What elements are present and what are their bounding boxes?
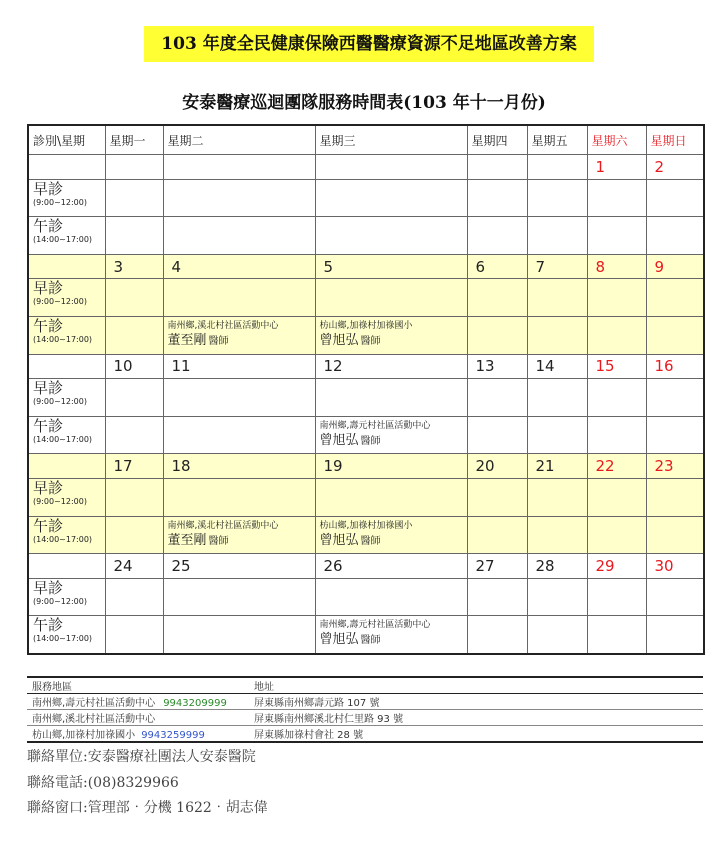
doctor-name: 曾旭弘 bbox=[319, 432, 359, 448]
schedule-cell bbox=[467, 616, 527, 654]
doctor bbox=[320, 632, 467, 649]
schedule-cell bbox=[587, 217, 646, 255]
contact-window: 聯絡窗口:管理部‧分機 1622‧胡志偉 bbox=[27, 800, 268, 816]
schedule-cell bbox=[163, 379, 315, 417]
legend-row bbox=[27, 694, 703, 710]
schedule-cell bbox=[105, 379, 163, 417]
schedule-cell bbox=[315, 616, 467, 654]
slot-time: (14:00~17:00) bbox=[33, 534, 93, 544]
date-cell bbox=[527, 155, 587, 180]
slot-time: (9:00~12:00) bbox=[33, 496, 87, 506]
contact-unit: 聯絡單位:安泰醫療社團法人安泰醫院 bbox=[27, 749, 256, 765]
doctor-title: 醫師 bbox=[360, 335, 381, 347]
schedule-cell bbox=[315, 578, 467, 616]
legend-row bbox=[27, 726, 703, 743]
afternoon-row bbox=[28, 516, 704, 554]
date-cell: 18 bbox=[163, 454, 315, 479]
schedule-cell bbox=[105, 616, 163, 654]
morning-row bbox=[28, 578, 704, 616]
doctor-name: 曾旭弘 bbox=[319, 632, 359, 648]
legend-address: 屏東縣加祿村會社 28 號 bbox=[249, 726, 703, 743]
slot-time: (14:00~17:00) bbox=[33, 235, 93, 245]
schedule-cell bbox=[467, 279, 527, 317]
date-cell: 17 bbox=[105, 454, 163, 479]
clinic-location: 南州鄉,壽元村社區活動中心 bbox=[319, 620, 431, 631]
schedule-cell bbox=[315, 279, 467, 317]
week-date-row bbox=[28, 155, 704, 180]
slot-label bbox=[28, 279, 105, 317]
date-cell bbox=[315, 155, 467, 180]
schedule-cell bbox=[587, 516, 646, 554]
doctor-title: 醫師 bbox=[208, 335, 229, 347]
doctor bbox=[168, 533, 315, 550]
schedule-cell bbox=[527, 316, 587, 354]
schedule-cell bbox=[527, 616, 587, 654]
date-cell: 1 bbox=[587, 155, 646, 180]
schedule-cell bbox=[163, 316, 315, 354]
date-cell: 3 bbox=[105, 254, 163, 279]
schedule-cell bbox=[467, 316, 527, 354]
schedule-cell bbox=[105, 578, 163, 616]
slot-label bbox=[28, 217, 105, 255]
doctor-name: 曾旭弘 bbox=[319, 332, 359, 348]
date-cell: 28 bbox=[527, 554, 587, 579]
schedule-cell bbox=[315, 217, 467, 255]
schedule-cell bbox=[527, 516, 587, 554]
schedule-cell bbox=[163, 279, 315, 317]
date-cell: 6 bbox=[467, 254, 527, 279]
schedule-cell bbox=[105, 478, 163, 516]
schedule-cell bbox=[587, 379, 646, 417]
week-date-row bbox=[28, 554, 704, 579]
schedule-cell bbox=[527, 478, 587, 516]
slot-name: 午診 bbox=[33, 316, 64, 335]
schedule-cell bbox=[163, 179, 315, 217]
schedule-cell bbox=[467, 379, 527, 417]
morning-row bbox=[28, 279, 704, 317]
schedule-cell bbox=[315, 316, 467, 354]
schedule-cell bbox=[163, 516, 315, 554]
slot-label bbox=[28, 179, 105, 217]
doctor bbox=[168, 333, 315, 350]
legend-address: 屏東縣南州鄉壽元路 107 號 bbox=[249, 694, 703, 710]
schedule-cell bbox=[587, 416, 646, 454]
schedule-cell bbox=[315, 478, 467, 516]
doctor-name: 曾旭弘 bbox=[319, 532, 359, 548]
afternoon-row bbox=[28, 316, 704, 354]
date-row-label bbox=[28, 155, 105, 180]
schedule-cell bbox=[646, 217, 704, 255]
slot-name: 早診 bbox=[33, 478, 64, 497]
header-slot-weekday: 診別\星期 bbox=[28, 125, 105, 155]
schedule-cell bbox=[163, 217, 315, 255]
schedule-cell bbox=[467, 516, 527, 554]
schedule-cell bbox=[105, 217, 163, 255]
slot-time: (14:00~17:00) bbox=[33, 334, 93, 344]
slot-time: (9:00~12:00) bbox=[33, 197, 87, 207]
week-date-row bbox=[28, 254, 704, 279]
schedule-cell bbox=[646, 578, 704, 616]
afternoon-row bbox=[28, 616, 704, 654]
schedule-cell bbox=[527, 217, 587, 255]
schedule-table bbox=[27, 124, 705, 655]
doctor-name: 董至剛 bbox=[167, 332, 207, 348]
week-date-row bbox=[28, 354, 704, 379]
slot-label bbox=[28, 379, 105, 417]
schedule-cell bbox=[105, 416, 163, 454]
schedule-cell bbox=[315, 416, 467, 454]
doctor-title: 醫師 bbox=[360, 535, 381, 547]
schedule-cell bbox=[467, 578, 527, 616]
legend-area: 枋山鄉,加祿村加祿國小 bbox=[32, 730, 136, 741]
slot-name: 早診 bbox=[33, 179, 64, 198]
schedule-cell bbox=[467, 478, 527, 516]
legend-area: 南州鄉,溪北村社區活動中心 bbox=[32, 714, 156, 725]
afternoon-row bbox=[28, 217, 704, 255]
schedule-cell bbox=[646, 478, 704, 516]
date-cell: 26 bbox=[315, 554, 467, 579]
clinic-location: 枋山鄉,加祿村加祿國小 bbox=[319, 520, 413, 531]
date-cell: 11 bbox=[163, 354, 315, 379]
legend-row bbox=[27, 710, 703, 726]
clinic-location: 枋山鄉,加祿村加祿國小 bbox=[319, 320, 413, 331]
contact-phone: 聯絡電話:(08)8329966 bbox=[27, 775, 179, 791]
slot-label bbox=[28, 578, 105, 616]
morning-row bbox=[28, 179, 704, 217]
slot-name: 早診 bbox=[33, 379, 64, 398]
legend-area-header: 服務地區 bbox=[27, 677, 249, 694]
date-cell: 8 bbox=[587, 254, 646, 279]
header-day-sun: 星期日 bbox=[646, 125, 704, 155]
schedule-cell bbox=[105, 279, 163, 317]
header-row bbox=[28, 125, 704, 155]
schedule-subtitle: 安泰醫療巡迴團隊服務時間表(103 年十一月份) bbox=[182, 93, 546, 113]
schedule-cell bbox=[527, 578, 587, 616]
date-cell: 12 bbox=[315, 354, 467, 379]
slot-name: 午診 bbox=[33, 516, 64, 535]
date-cell: 21 bbox=[527, 454, 587, 479]
schedule-cell bbox=[467, 416, 527, 454]
schedule-cell bbox=[646, 379, 704, 417]
schedule-cell bbox=[646, 516, 704, 554]
date-cell: 4 bbox=[163, 254, 315, 279]
slot-name: 午診 bbox=[33, 217, 64, 236]
date-cell: 20 bbox=[467, 454, 527, 479]
date-cell: 7 bbox=[527, 254, 587, 279]
date-cell: 19 bbox=[315, 454, 467, 479]
schedule-cell bbox=[587, 279, 646, 317]
schedule-cell bbox=[527, 379, 587, 417]
schedule-cell bbox=[527, 416, 587, 454]
slot-name: 早診 bbox=[33, 578, 64, 597]
date-cell bbox=[105, 155, 163, 180]
date-cell: 22 bbox=[587, 454, 646, 479]
slot-time: (9:00~12:00) bbox=[33, 397, 87, 407]
date-cell: 9 bbox=[646, 254, 704, 279]
date-cell: 23 bbox=[646, 454, 704, 479]
date-cell bbox=[163, 155, 315, 180]
slot-label bbox=[28, 316, 105, 354]
legend-phone: 9943259999 bbox=[141, 730, 205, 741]
slot-name: 午診 bbox=[33, 416, 64, 435]
doctor bbox=[320, 333, 467, 350]
schedule-cell bbox=[467, 179, 527, 217]
date-cell: 14 bbox=[527, 354, 587, 379]
service-location-legend bbox=[27, 676, 703, 743]
date-cell bbox=[467, 155, 527, 180]
doctor-title: 醫師 bbox=[360, 635, 381, 647]
date-cell: 27 bbox=[467, 554, 527, 579]
header-day-wed: 星期三 bbox=[315, 125, 467, 155]
date-cell: 2 bbox=[646, 155, 704, 180]
legend-address: 屏東縣南州鄉溪北村仁里路 93 號 bbox=[249, 710, 703, 726]
header-day-mon: 星期一 bbox=[105, 125, 163, 155]
header-day-thu: 星期四 bbox=[467, 125, 527, 155]
date-row-label bbox=[28, 554, 105, 579]
schedule-cell bbox=[315, 516, 467, 554]
slot-label bbox=[28, 616, 105, 654]
schedule-cell bbox=[163, 616, 315, 654]
morning-row bbox=[28, 379, 704, 417]
schedule-cell bbox=[163, 478, 315, 516]
schedule-cell bbox=[587, 578, 646, 616]
header-day-fri: 星期五 bbox=[527, 125, 587, 155]
slot-name: 早診 bbox=[33, 279, 64, 298]
clinic-location: 南州鄉,溪北村社區活動中心 bbox=[167, 320, 279, 331]
doctor-title: 醫師 bbox=[208, 535, 229, 547]
legend-address-header: 地址 bbox=[249, 677, 703, 694]
schedule-cell bbox=[105, 516, 163, 554]
schedule-cell bbox=[105, 316, 163, 354]
schedule-cell bbox=[646, 616, 704, 654]
header-day-tue: 星期二 bbox=[163, 125, 315, 155]
schedule-cell bbox=[587, 616, 646, 654]
date-cell: 30 bbox=[646, 554, 704, 579]
legend-phone: 9943209999 bbox=[163, 698, 227, 709]
date-row-label bbox=[28, 254, 105, 279]
schedule-cell bbox=[163, 416, 315, 454]
schedule-cell bbox=[527, 179, 587, 217]
doctor bbox=[320, 433, 467, 450]
clinic-location: 南州鄉,壽元村社區活動中心 bbox=[319, 420, 431, 431]
schedule-cell bbox=[646, 279, 704, 317]
doctor-title: 醫師 bbox=[360, 435, 381, 447]
afternoon-row bbox=[28, 416, 704, 454]
slot-name: 午診 bbox=[33, 616, 64, 635]
legend-area: 南州鄉,壽元村社區活動中心 bbox=[32, 698, 156, 709]
slot-label bbox=[28, 416, 105, 454]
slot-time: (14:00~17:00) bbox=[33, 634, 93, 644]
doctor-name: 董至剛 bbox=[167, 532, 207, 548]
morning-row bbox=[28, 478, 704, 516]
slot-time: (9:00~12:00) bbox=[33, 297, 87, 307]
schedule-cell bbox=[315, 379, 467, 417]
date-cell: 15 bbox=[587, 354, 646, 379]
schedule-cell bbox=[646, 179, 704, 217]
schedule-cell bbox=[527, 279, 587, 317]
schedule-cell bbox=[315, 179, 467, 217]
date-cell: 24 bbox=[105, 554, 163, 579]
date-cell: 5 bbox=[315, 254, 467, 279]
slot-time: (14:00~17:00) bbox=[33, 434, 93, 444]
header-day-sat: 星期六 bbox=[587, 125, 646, 155]
date-cell: 16 bbox=[646, 354, 704, 379]
date-row-label bbox=[28, 454, 105, 479]
schedule-cell bbox=[467, 217, 527, 255]
date-cell: 29 bbox=[587, 554, 646, 579]
page-title: 103 年度全民健康保險西醫醫療資源不足地區改善方案 bbox=[144, 26, 594, 62]
schedule-cell bbox=[646, 416, 704, 454]
slot-label bbox=[28, 516, 105, 554]
schedule-cell bbox=[163, 578, 315, 616]
schedule-cell bbox=[587, 179, 646, 217]
schedule-cell bbox=[587, 478, 646, 516]
slot-time: (9:00~12:00) bbox=[33, 596, 87, 606]
schedule-cell bbox=[646, 316, 704, 354]
clinic-location: 南州鄉,溪北村社區活動中心 bbox=[167, 520, 279, 531]
schedule-cell bbox=[587, 316, 646, 354]
date-cell: 13 bbox=[467, 354, 527, 379]
doctor bbox=[320, 533, 467, 550]
week-date-row bbox=[28, 454, 704, 479]
date-row-label bbox=[28, 354, 105, 379]
slot-label bbox=[28, 478, 105, 516]
schedule-cell bbox=[105, 179, 163, 217]
date-cell: 10 bbox=[105, 354, 163, 379]
date-cell: 25 bbox=[163, 554, 315, 579]
